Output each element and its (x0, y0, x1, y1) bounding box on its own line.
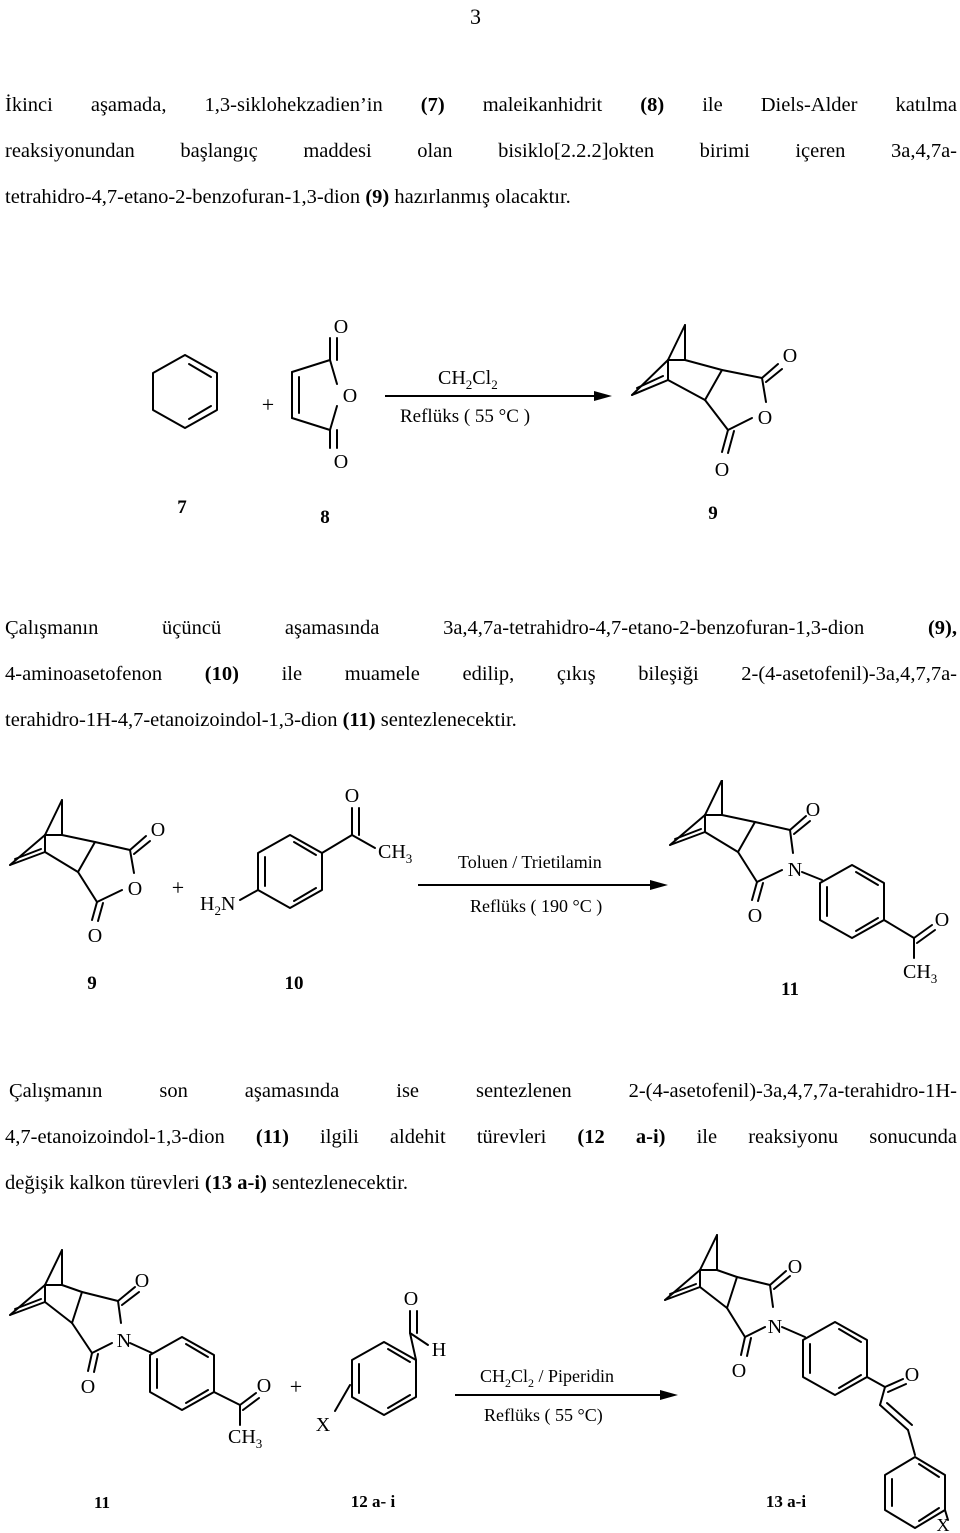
atom-o: O (805, 799, 821, 821)
condition-label: Reflüks ( 55 °C ) (400, 406, 531, 427)
bicyclo-anhydride-structure (632, 325, 782, 453)
paragraph-3 (5, 1068, 957, 1206)
aldehyde-structure (335, 1311, 428, 1415)
atom-o: O (256, 1375, 272, 1397)
scheme-1-diels-alder (0, 300, 960, 610)
condition-label: Reflüks ( 55 °C) (484, 1405, 603, 1425)
scheme-2-imide-formation (0, 780, 960, 1010)
compound-label-11: 11 (781, 979, 799, 1000)
compound-label-10: 10 (284, 973, 304, 994)
atom-o: O (127, 878, 143, 900)
paragraph-1-line-1: İkinci aşamada, 1,3-siklohekzadien’in (7) maleikanhidrit (8) ile Diels-Alder katılma (5, 94, 957, 116)
plus-sign: + (261, 392, 275, 417)
plus-sign: + (171, 875, 185, 900)
reaction-arrow-head (650, 880, 668, 890)
atom-o: O (333, 451, 349, 473)
imide-structure (670, 780, 935, 958)
atom-n: N (787, 859, 803, 881)
compound-label-12: 12 a- i (350, 1492, 396, 1511)
paragraph-1-line-3: tetrahidro-4,7-etano-2-benzofuran-1,3-dion (9) hazırlanmış olacaktır. (5, 186, 571, 208)
reagent-label: $CH_2Cl_2$ (438, 367, 498, 392)
aminoacetophenone-structure (240, 808, 375, 908)
compound-label-13: 13 a-i (765, 1492, 807, 1511)
atom-n: N (767, 1316, 783, 1338)
paragraph-2-line-3: terahidro-1H-4,7-etanoizoindol-1,3-dion (11) sentezlenecektir. (5, 709, 517, 731)
methyl-group: $CH_3$ (903, 961, 938, 986)
amine-group: $H_2N$ (200, 893, 236, 918)
atom-o: O (134, 1270, 150, 1292)
paragraph-2 (5, 605, 957, 743)
reagent-label: Toluen / Trietilamin (458, 852, 602, 872)
paragraph-1-line-2: reaksiyonundan başlangıç maddesi olan bisiklo[2.2.2]okten birimi içeren 3a,4,7a- (5, 140, 957, 162)
atom-o: O (333, 316, 349, 338)
atom-o: O (782, 345, 798, 367)
atom-n: N (116, 1330, 132, 1352)
atom-o: O (787, 1256, 803, 1278)
paragraph-3-line-3: değişik kalkon türevleri (13 a-i) sentezlenecektir. (5, 1172, 409, 1194)
reagent-label: $CH_2Cl_2$ / Piperidin (480, 1366, 615, 1390)
atom-o: O (342, 385, 358, 407)
substituent-x: X (315, 1414, 331, 1436)
condition-label: Reflüks ( 190 °C ) (470, 896, 603, 916)
paragraph-2-line-2: 4-aminoasetofenon (10) ile muamele edilip, çıkış bileşiği 2-(4-asetofenil)-3a,4,7,7a- (5, 663, 957, 685)
atom-o: O (87, 925, 103, 947)
atom-o: O (344, 785, 360, 807)
page-number: 3 (470, 4, 481, 29)
atom-o: O (80, 1376, 96, 1398)
methyl-group: $CH_3$ (378, 841, 413, 866)
atom-o: O (403, 1288, 419, 1310)
compound-label-11: 11 (93, 1493, 111, 1512)
paragraph-3-line-2: 4,7-etanoizoindol-1,3-dion (11) ilgili aldehit türevleri (12 a-i) ile reaksiyonu sonucunda (5, 1126, 957, 1148)
cyclohexadiene-structure (153, 355, 217, 428)
paragraph-3-line-1: Çalışmanın son aşamasında ise sentezlenen 2-(4-asetofenil)-3a,4,7,7a-terahidro-1H- (9, 1080, 957, 1102)
atom-o: O (934, 909, 950, 931)
compound-label-9: 9 (708, 503, 718, 524)
plus-sign: + (289, 1374, 303, 1399)
substituent-x: X (936, 1515, 950, 1533)
compound-label-8: 8 (320, 507, 330, 528)
methyl-group: $CH_3$ (228, 1426, 263, 1451)
maleic-anhydride-structure (292, 338, 337, 448)
atom-h: H (431, 1339, 447, 1361)
paragraph-1 (5, 82, 957, 220)
bicyclo-anhydride-structure (10, 800, 150, 921)
atom-o: O (904, 1364, 920, 1386)
compound-label-7: 7 (177, 497, 187, 518)
compound-label-9: 9 (87, 973, 97, 994)
atom-o: O (150, 819, 166, 841)
atom-o: O (747, 905, 763, 927)
reaction-arrow-head (594, 391, 612, 401)
paragraph-2-line-1: Çalışmanın üçüncü aşamasında 3a,4,7a-tetrahidro-4,7-etano-2-benzofuran-1,3-dion (9), (5, 617, 957, 639)
atom-o: O (731, 1360, 747, 1382)
atom-o: O (714, 459, 730, 481)
atom-o: O (757, 407, 773, 429)
reaction-arrow-head (660, 1390, 678, 1400)
scheme-3-chalcone-formation (0, 1225, 960, 1533)
